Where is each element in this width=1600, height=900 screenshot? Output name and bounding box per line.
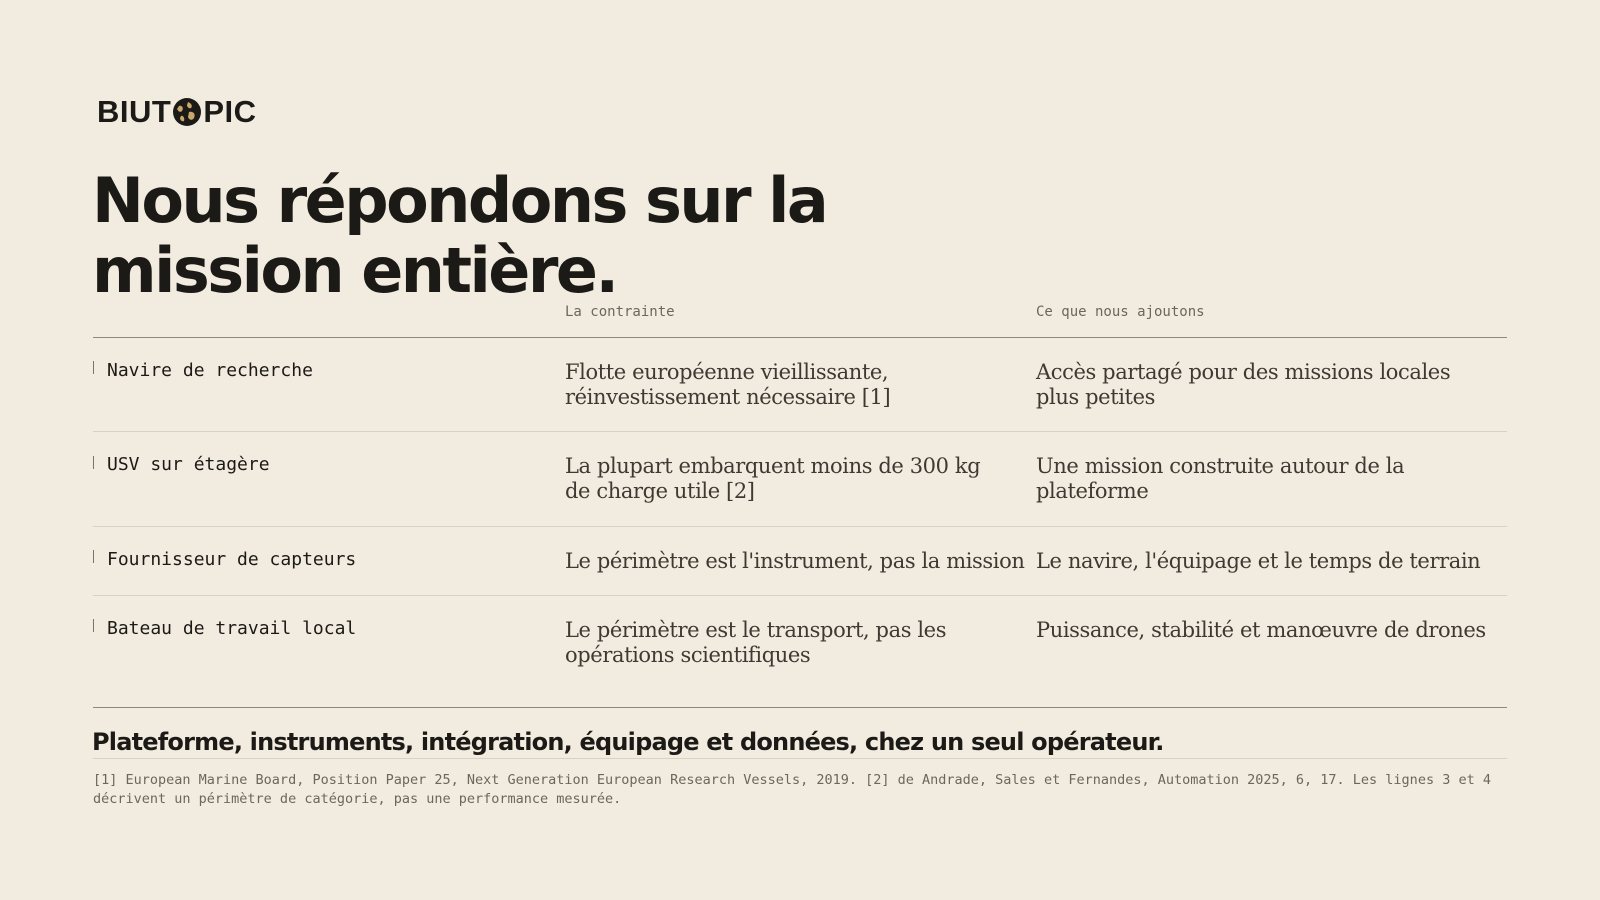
header-constraint: La contrainte [565, 304, 675, 320]
brand-logo [97, 96, 257, 127]
cell-constraint-capteurs: Le périmètre est l'instrument, pas la mission [565, 549, 1025, 573]
footnote: [1] European Marine Board, Position Paper 25, Next Generation European Research Vessels, 2019. [2] de Andrade, Sales et Fernandes, Automation 2025, 6, 17. Les lignes 3 et 4 décrivent un périmètre de catégorie, pas une performance mesurée. [93, 772, 1491, 807]
logo-text-right: PIC [203, 94, 257, 129]
tagline: Plateforme, instruments, intégration, équipage et données, chez un seul opérateur. [92, 728, 1164, 756]
row-label-usv: USV sur étagère [107, 454, 270, 475]
row-marker [93, 456, 94, 469]
cell-added-usv: Une mission construite autour de la plateforme [1036, 454, 1405, 503]
footnote-rule [93, 758, 1507, 759]
row-marker [93, 361, 94, 374]
page-title: Nous répondons sur la mission entière. [92, 164, 827, 307]
row-label-bateau: Bateau de travail local [107, 618, 357, 639]
row-divider [93, 595, 1507, 596]
globe-icon [172, 97, 202, 127]
row-label-navire: Navire de recherche [107, 360, 313, 381]
header-added: Ce que nous ajoutons [1036, 304, 1205, 320]
row-divider [93, 526, 1507, 527]
logo-text-left: BIUT [97, 94, 172, 129]
table-bottom-rule [93, 707, 1507, 708]
row-marker [93, 550, 94, 563]
cell-constraint-bateau: Le périmètre est le transport, pas les opérations scientifiques [565, 618, 947, 667]
row-divider [93, 431, 1507, 432]
cell-added-bateau: Puissance, stabilité et manœuvre de drones [1036, 618, 1486, 642]
row-marker [93, 619, 94, 632]
cell-added-capteurs: Le navire, l'équipage et le temps de terrain [1036, 549, 1481, 573]
cell-constraint-navire: Flotte européenne vieillissante, réinvestissement nécessaire [1] [565, 360, 891, 409]
row-label-capteurs: Fournisseur de capteurs [107, 549, 357, 570]
table-top-rule [93, 337, 1507, 338]
cell-constraint-usv: La plupart embarquent moins de 300 kg de charge utile [2] [565, 454, 981, 503]
cell-added-navire: Accès partagé pour des missions locales plus petites [1036, 360, 1451, 409]
